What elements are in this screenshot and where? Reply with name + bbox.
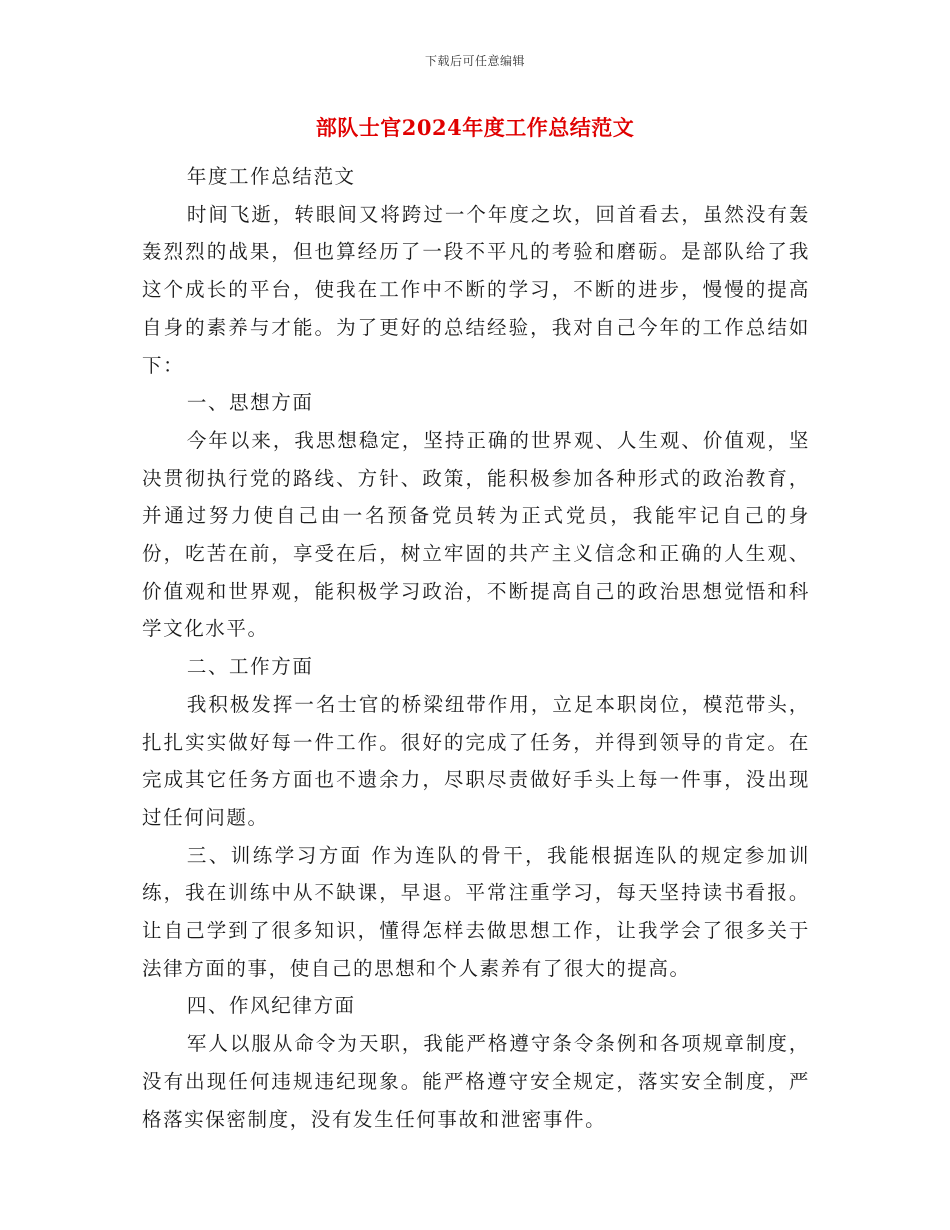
paragraph-subtitle: 年度工作总结范文 (186, 165, 356, 188)
paragraph-training: 三、训练学习方面 作为连队的骨干，我能根据连队的规定参加训练，我在训练中从不缺课，早退。平常注重学习，每天坚持读书看报。让自己学到了很多知识，懂得怎样去做思想工作，让我学会了很多关于法律方面的事，使自己的思想和个人素养有了很大的提高。 (142, 843, 810, 980)
paragraph-thought: 今年以来，我思想稳定，坚持正确的世界观、人生观、价值观，坚决贯彻执行党的路线、方针、政策，能积极参加各种形式的政治教育，并通过努力使自己由一名预备党员转为正式党员，我能牢记自己的身份，吃苦在前，享受在后，树立牢固的共产主义信念和正确的人生观、价值观和世界观，能积极学习政治，不断提高自己的政治思想觉悟和科学文化水平。 (142, 428, 810, 641)
section-heading-thought: 一、思想方面 (186, 391, 314, 415)
section-heading-discipline: 四、作风纪律方面 (186, 994, 356, 1018)
document-body (142, 158, 810, 1138)
section-heading-work: 二、工作方面 (186, 655, 314, 679)
header-note: 下载后可任意编辑 (424, 54, 525, 68)
paragraph-work: 我积极发挥一名士官的桥梁纽带作用，立足本职岗位，模范带头，扎扎实实做好每一件工作。很好的完成了任务，并得到领导的肯定。在完成其它任务方面也不遗余力，尽职尽责做好手头上每一件事，没出现过任何问题。 (142, 692, 810, 829)
paragraph-intro: 时间飞逝，转眼间又将跨过一个年度之坎，回首看去，虽然没有轰轰烈烈的战果，但也算经历了一段不平凡的考验和磨砺。是部队给了我这个成长的平台，使我在工作中不断的学习，不断的进步，慢慢的提高自身的素养与才能。为了更好的总结经验，我对自己今年的工作总结如下： (142, 202, 810, 377)
document-title: 部队士官2024年度工作总结范文 (315, 115, 635, 140)
paragraph-discipline: 军人以服从命令为天职，我能严格遵守条令条例和各项规章制度，没有出现任何违规违纪现象。能严格遵守安全规定，落实安全制度，严格落实保密制度，没有发生任何事故和泄密事件。 (142, 1032, 810, 1131)
